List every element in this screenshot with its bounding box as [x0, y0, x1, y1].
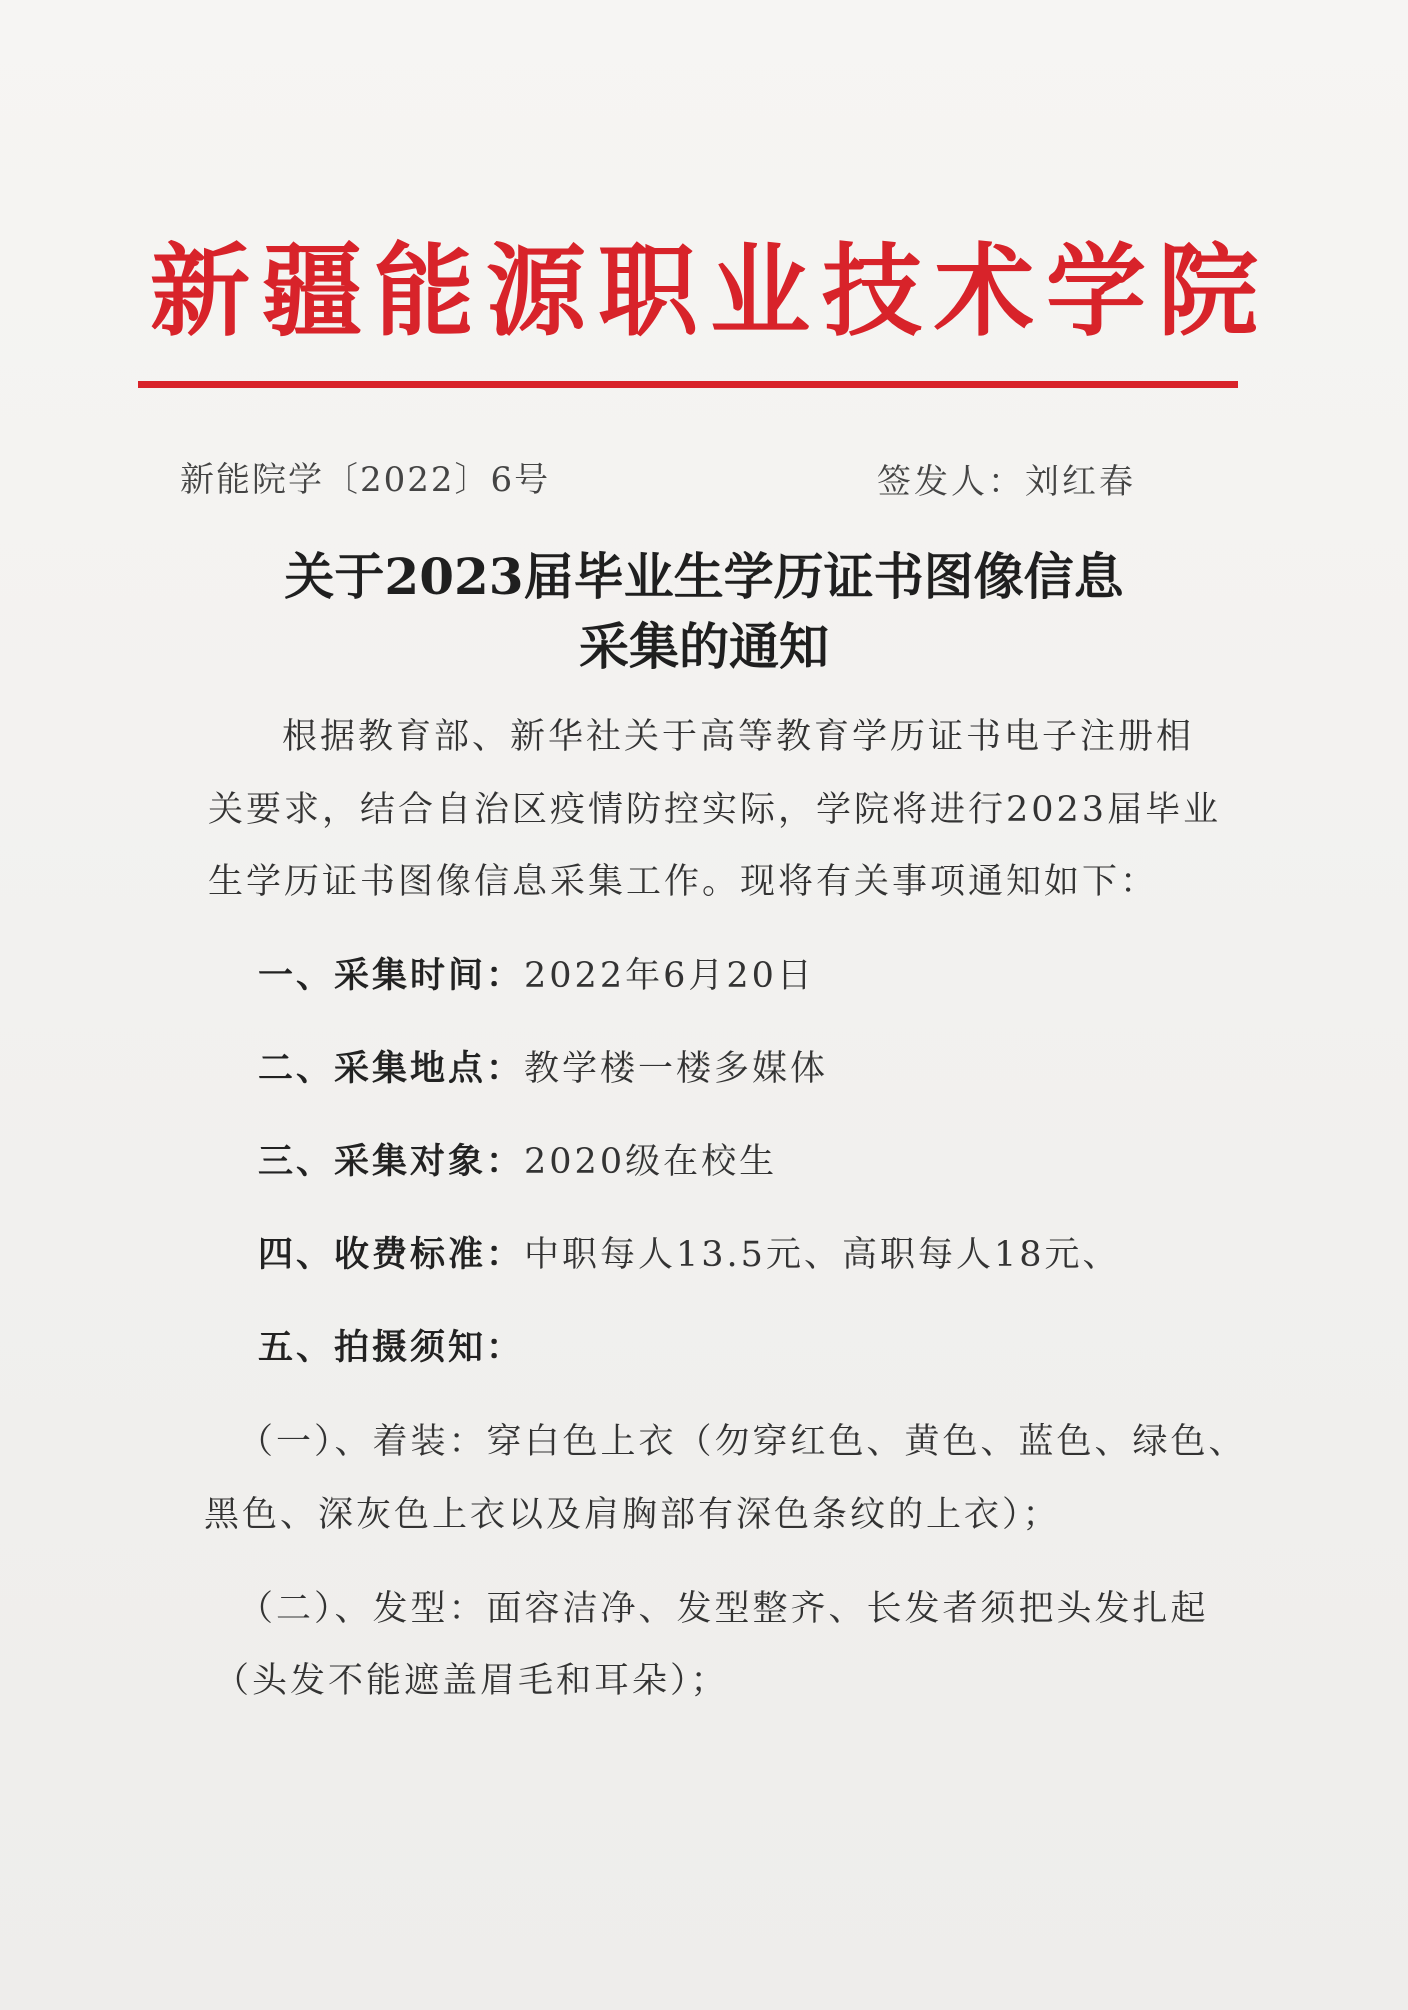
item-value: 教学楼一楼多媒体 — [524, 1049, 829, 1089]
item-label: 五、拍摄须知： — [258, 1327, 525, 1368]
note-attire-line-2: 黑色、深灰色上衣以及肩胸部有深色条纹的上衣）； — [204, 1495, 1061, 1535]
item-label: 三、采集对象： — [258, 1141, 525, 1182]
item-photo-notes — [258, 1323, 524, 1373]
signer: 签发人：刘红春 — [877, 462, 1136, 502]
intro-line-2: 关要求，结合自治区疫情防控实际，学院将进行2023届毕业 — [208, 790, 1222, 830]
item-value: 中职每人13.5元、高职每人18元、 — [524, 1235, 1121, 1275]
item-label: 一、采集时间： — [258, 955, 525, 996]
note-attire-line-1: （一）、着装：穿白色上衣（勿穿红色、黄色、蓝色、绿色、 — [238, 1422, 1247, 1462]
document-title-line-1: 关于2023届毕业生学历证书图像信息 — [284, 547, 1124, 606]
note-hair-line-1: （二）、发型：面容洁净、发型整齐、长发者须把头发扎起 — [238, 1589, 1209, 1629]
document-number: 新能院学〔2022〕6号 — [180, 460, 551, 500]
item-label: 四、收费标准： — [258, 1234, 525, 1275]
intro-line-1: 根据教育部、新华社关于高等教育学历证书电子注册相 — [282, 717, 1195, 757]
item-fee-standard — [258, 1230, 1120, 1280]
item-collection-target — [258, 1137, 777, 1187]
document-title-line-2: 采集的通知 — [579, 617, 829, 676]
item-value: 2020级在校生 — [524, 1142, 778, 1182]
red-divider — [138, 381, 1238, 388]
note-hair-line-2: （头发不能遮盖眉毛和耳朵）； — [214, 1661, 729, 1701]
item-collection-place — [258, 1044, 828, 1094]
item-label: 二、采集地点： — [258, 1048, 525, 1089]
item-value: 2022年6月20日 — [524, 956, 815, 996]
item-collection-time — [258, 951, 815, 1001]
institution-header: 新疆能源职业技术学院 — [150, 233, 1270, 350]
intro-line-3: 生学历证书图像信息采集工作。现将有关事项通知如下： — [208, 862, 1159, 902]
